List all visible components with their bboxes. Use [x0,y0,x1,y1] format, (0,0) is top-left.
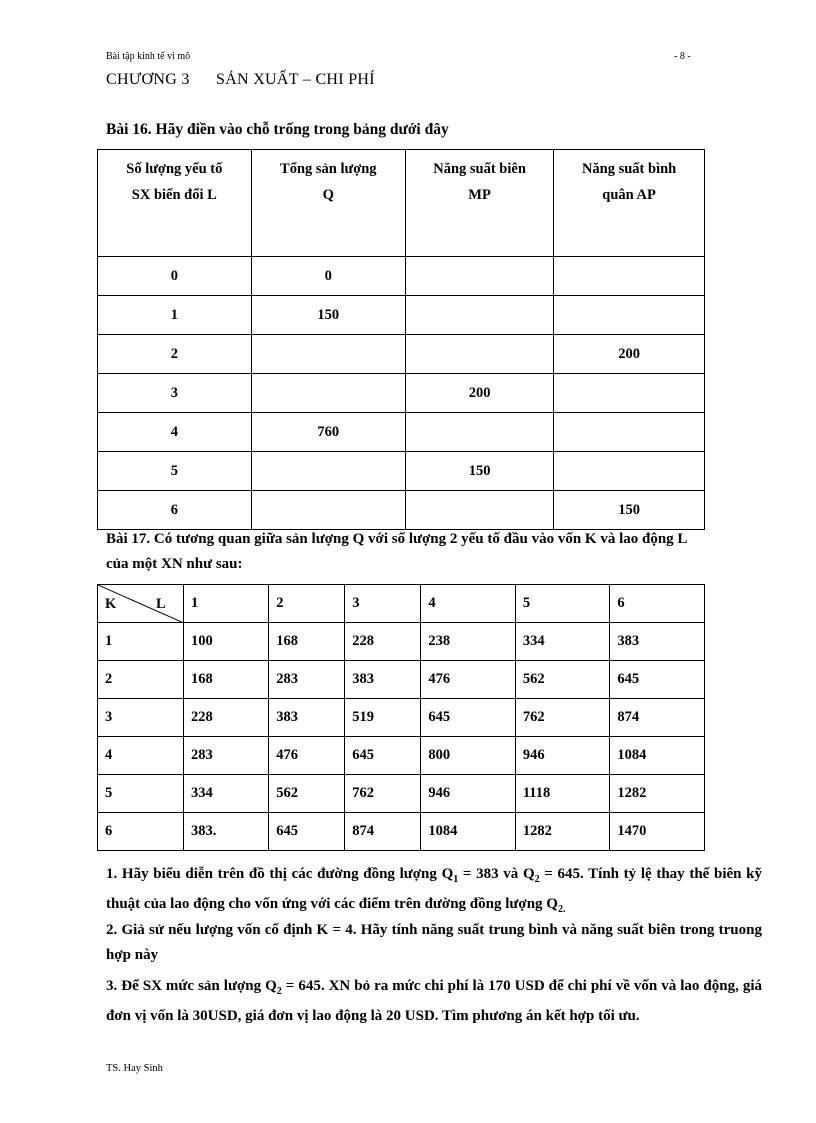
table-row [98,813,705,851]
row-header: 2 [98,661,184,699]
table-cell: 946 [421,775,516,813]
table-cell: 228 [184,699,269,737]
table-cell: 200 [554,335,705,374]
question-2: 2. Giả sử nếu lượng vốn cố định K = 4. Hãy tính năng suất trung bình và năng suất biên trong truong hợp này [106,922,762,963]
table-cell: 874 [610,699,705,737]
page-footer: TS. Hay Sinh [106,1063,163,1074]
table-cell: 6 [98,491,252,530]
table-row [98,699,705,737]
exercise-16-table [97,149,705,530]
table-cell: 645 [610,661,705,699]
page-header-left: Bài tập kinh tế vi mô [106,51,191,62]
table-cell: 760 [251,413,405,452]
table-cell: 519 [345,699,421,737]
row-header: 3 [98,699,184,737]
question-1: 1. Hãy biểu diễn trên đồ thị các đường đồng lượng $Q_1 = 383$ và $Q_2 = 645$. Tính tỷ lệ thay thế biên kỹ thuật của lao động cho vốn ứng với các điểm trên đường đồng lượng $Q_{2.}$ [106,866,763,915]
table-cell: 1084 [610,737,705,775]
table-cell: 168 [269,623,345,661]
row-header: 4 [98,737,184,775]
table-cell: 168 [184,661,269,699]
table-cell: 238 [421,623,516,661]
table-cell [251,335,405,374]
table-row [98,335,705,374]
table-cell [554,413,705,452]
table-cell: 946 [515,737,610,775]
table-cell: 645 [345,737,421,775]
exercise-17-title-line1: Bài 17. Có tương quan giữa sản lượng Q với số lượng 2 yếu tố đầu vào vốn K và lao động L [106,531,688,547]
corner-cell [98,585,184,623]
chapter-heading [106,71,375,89]
table-cell: 562 [515,661,610,699]
table-cell: 1 [98,296,252,335]
table-cell: 645 [421,699,516,737]
table-cell [554,452,705,491]
table-cell: 150 [554,491,705,530]
exercise-16-title: Bài 16. Hãy điền vào chỗ trống trong bảng dưới đây [106,121,449,138]
table-cell [405,335,553,374]
table-cell: 0 [251,257,405,296]
table-row [98,491,705,530]
page-number: - 8 - [674,51,691,62]
table-cell [405,257,553,296]
table-cell: 334 [184,775,269,813]
column-header: 2 [269,585,345,623]
column-header: 1 [184,585,269,623]
table-cell: 5 [98,452,252,491]
column-header: 4 [421,585,516,623]
table-row [98,775,705,813]
exercise-17-table [97,584,705,851]
table-cell: 1084 [421,813,516,851]
table-cell: 383 [345,661,421,699]
table-cell: 283 [184,737,269,775]
table-cell [405,296,553,335]
table-cell: 645 [269,813,345,851]
column-header: 6 [610,585,705,623]
table-cell: 150 [405,452,553,491]
column-header: 3 [345,585,421,623]
table-cell: 476 [269,737,345,775]
row-header: 5 [98,775,184,813]
header-cell: Năng suất bình quân AP [554,150,705,257]
corner-k-label: K [105,596,117,612]
table-row [98,374,705,413]
header-cell: Năng suất biên MP [405,150,553,257]
table-cell: 150 [251,296,405,335]
table-cell: 228 [345,623,421,661]
table-cell: 334 [515,623,610,661]
table-row [98,413,705,452]
table-row [98,296,705,335]
table-cell: 383. [184,813,269,851]
table-cell: 1470 [610,813,705,851]
header-cell: Tổng sản lượng Q [251,150,405,257]
table-cell: 3 [98,374,252,413]
header-cell: Số lượng yếu tố SX biến đổi L [98,150,252,257]
chapter-number: CHƯƠNG 3 [106,71,190,88]
table-row [98,623,705,661]
table-row [98,452,705,491]
table-cell: 562 [269,775,345,813]
table-cell: 283 [269,661,345,699]
row-header: 6 [98,813,184,851]
question-3: 3. Để SX mức sản lượng $Q_2 = 645$. XN bỏ ra mức chi phí là 170 USD để chi phí về vốn và lao động, giá đơn vị vốn là 30USD, giá đơn vị lao động là 20 USD. Tìm phương án kết hợp tối ưu. [106,978,763,1024]
exercise-17-title-line2: của một XN như sau: [106,556,243,572]
table-cell: 874 [345,813,421,851]
table-row [98,257,705,296]
table-cell: 476 [421,661,516,699]
table-row [98,661,705,699]
column-header: 5 [515,585,610,623]
table-cell [251,374,405,413]
table-cell: 0 [98,257,252,296]
table-cell [251,452,405,491]
table-cell: 762 [345,775,421,813]
table-cell: 2 [98,335,252,374]
table-cell [554,257,705,296]
table-cell [554,296,705,335]
table-cell: 100 [184,623,269,661]
table-cell: 1118 [515,775,610,813]
table-cell [405,491,553,530]
table-cell: 1282 [610,775,705,813]
table-cell: 800 [421,737,516,775]
table-cell: 762 [515,699,610,737]
table-cell [405,413,553,452]
chapter-title: SẢN XUẤT – CHI PHÍ [216,71,375,88]
table-cell [251,491,405,530]
table-cell: 383 [269,699,345,737]
table-header-row [98,585,705,623]
table-cell: 383 [610,623,705,661]
table-cell: 200 [405,374,553,413]
table-header-row [98,150,705,257]
row-header: 1 [98,623,184,661]
table-cell: 1282 [515,813,610,851]
table-cell: 4 [98,413,252,452]
table-cell [554,374,705,413]
corner-l-label: L [156,596,166,612]
table-row [98,737,705,775]
